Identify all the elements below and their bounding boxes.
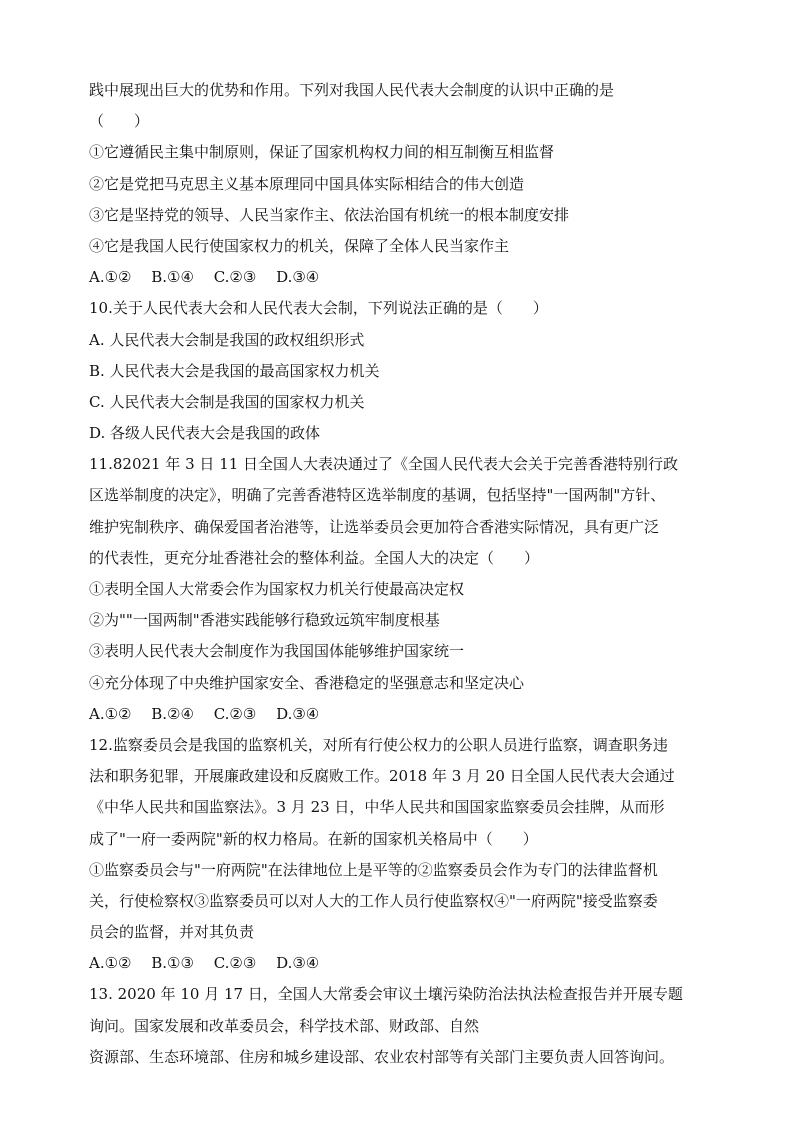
q11-stem-line-3: 维护宪制秩序、确保爱国者治港等，让选举委员会更加符合香港实际情况，具有更广泛 [89, 517, 660, 536]
q11-statement-3: ③表明人民代表大会制度作为我国国体能够维护国家统一 [89, 642, 465, 661]
q11-stem-line-4: 的代表性，更充分址香港社会的整体利益。全国人大的决定（ ） [89, 548, 540, 567]
q10-option-b: B. 人民代表大会是我国的最高国家权力机关 [89, 361, 380, 380]
q13-stem-line-1: 13. 2020 年 10 月 17 日，全国人大常委会审议土壤污染防治法执法检查报告并开展专题 [89, 985, 683, 1004]
q10-stem: 10.关于人民代表大会和人民代表大会制，下列说法正确的是（ ） [89, 299, 548, 318]
q9-stem-line: 践中展现出巨大的优势和作用。下列对我国人民代表大会制度的认识中正确的是 [89, 81, 615, 99]
q9-statement-4: ④它是我国人民行使国家权力的机关，保障了全体人民当家作主 [89, 236, 510, 255]
q11-options: A.①② B.②④ C.②③ D.③④ [89, 704, 320, 723]
document-page [89, 75, 709, 1073]
q12-statements-line-3: 员会的监督，并对其负责 [89, 923, 255, 942]
q9-statement-3: ③它是坚持党的领导、人民当家作主、依法治国有机统一的根本制度安排 [89, 205, 570, 224]
q12-stem-line-3: 《中华人民共和国监察法》。3 月 23 日，中华人民共和国国家监察委员会挂牌，从而形 [89, 798, 665, 817]
q13-stem-line-3: 资源部、生态环境部、住房和城乡建设部、农业农村部等有关部门主要负责人回答询问。 [89, 1047, 675, 1066]
q12-stem-line-1: 12.监察委员会是我国的监察机关，对所有行使公权力的公职人员进行监察，调查职务违 [89, 735, 668, 754]
q9-statement-2: ②它是党把马克思主义基本原理同中国具体实际相结合的伟大创造 [89, 174, 525, 193]
q11-stem-line-2: 区选举制度的决定》，明确了完善香港特区选举制度的基调，包括坚持"一国两制"方针、 [89, 486, 666, 505]
q11-statement-2: ②为""一国两制"香港实践能够行稳致远筑牢制度根基 [89, 611, 440, 630]
q10-option-c: C. 人民代表大会制是我国的国家权力机关 [89, 392, 365, 411]
q9-statement-1: ①它遵循民主集中制原则，保证了国家机构权力间的相互制衡互相监督 [89, 143, 555, 162]
q12-stem-line-4: 成了"一府一委两院"新的权力格局。在新的国家机关格局中（ ） [89, 829, 538, 848]
q13-stem-line-2: 询问。国家发展和改革委员会，科学技术部、财政部、自然 [89, 1016, 480, 1035]
q10-option-a: A. 人民代表大会制是我国的政权组织形式 [89, 330, 365, 349]
q11-statement-4: ④充分体现了中央维护国家安全、香港稳定的坚强意志和坚定决心 [89, 673, 525, 692]
q12-options: A.①② B.①③ C.②③ D.③④ [89, 954, 320, 973]
q9-options: A.①② B.①④ C.②③ D.③④ [89, 268, 320, 287]
q9-answer-bracket: （ ） [89, 112, 150, 131]
q10-option-d: D. 各级人民代表大会是我国的政体 [89, 424, 321, 443]
q11-stem-line-1: 11.82021 年 3 日 11 日全国人大表决通过了《全国人民代表大会关于完善香港特别行政 [89, 455, 679, 474]
q12-statements-line-1: ①监察委员会与"一府两院"在法律地位上是平等的②监察委员会作为专门的法律监督机 [89, 860, 658, 879]
q12-statements-line-2: 关，行使检察权③监察委员可以对人大的工作人员行使监察权④"一府两院"接受监察委 [89, 891, 658, 910]
q12-stem-line-2: 法和职务犯罪，开展廉政建设和反腐败工作。2018 年 3 月 20 日全国人民代表大会通过 [89, 767, 675, 786]
q11-statement-1: ①表明全国人大常委会作为国家权力机关行使最高决定权 [89, 580, 465, 598]
